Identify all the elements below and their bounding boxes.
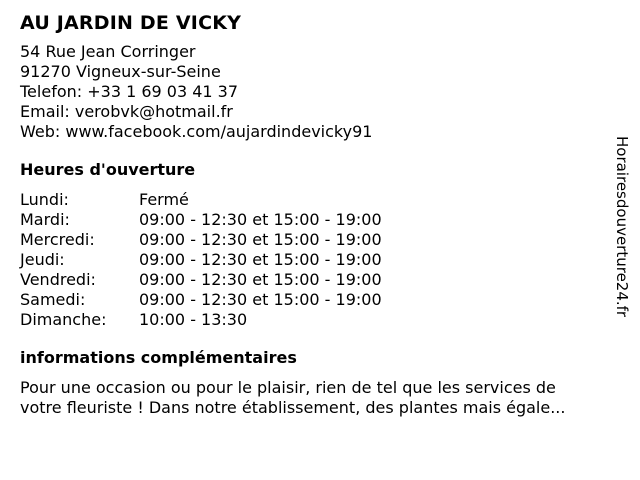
day-hours: 09:00 - 12:30 et 15:00 - 19:00: [139, 290, 382, 309]
day-hours: 10:00 - 13:30: [139, 310, 248, 329]
business-name: AU JARDIN DE VICKY: [20, 12, 242, 34]
hours-row-tuesday: [20, 210, 610, 230]
hours-heading: Heures d'ouverture: [20, 160, 196, 179]
contact-block: [20, 42, 610, 142]
hours-row-friday: [20, 270, 610, 290]
extra-info-line: Pour une occasion ou pour le plaisir, rien de tel que les services de: [20, 378, 556, 397]
day-hours: 09:00 - 12:30 et 15:00 - 19:00: [139, 230, 382, 249]
hours-table: [20, 190, 610, 330]
day-label: Vendredi:: [20, 270, 96, 289]
business-card: [20, 10, 610, 418]
hours-row-monday: [20, 190, 610, 210]
address-city: 91270 Vigneux-sur-Seine: [20, 62, 221, 81]
day-label: Samedi:: [20, 290, 86, 309]
day-hours: 09:00 - 12:30 et 15:00 - 19:00: [139, 250, 382, 269]
day-label: Mercredi:: [20, 230, 95, 249]
extra-info-heading: informations complémentaires: [20, 348, 297, 367]
day-hours: 09:00 - 12:30 et 15:00 - 19:00: [139, 270, 382, 289]
address-street: 54 Rue Jean Corringer: [20, 42, 196, 61]
extra-info-line: votre fleuriste ! Dans notre établissement, des plantes mais égale...: [20, 398, 566, 417]
phone-number: Telefon: +33 1 69 03 41 37: [20, 82, 239, 101]
extra-info-text: [20, 378, 610, 418]
day-label: Mardi:: [20, 210, 70, 229]
day-label: Jeudi:: [20, 250, 65, 269]
site-watermark: Horairesdouverture24.fr: [613, 136, 631, 318]
day-label: Dimanche:: [20, 310, 107, 329]
day-hours: 09:00 - 12:30 et 15:00 - 19:00: [139, 210, 382, 229]
hours-row-thursday: [20, 250, 610, 270]
day-label: Lundi:: [20, 190, 69, 209]
email-address: Email: verobvk@hotmail.fr: [20, 102, 233, 121]
day-hours: Fermé: [139, 190, 189, 209]
hours-row-sunday: [20, 310, 610, 330]
hours-row-wednesday: [20, 230, 610, 250]
website-address: Web: www.facebook.com/aujardindevicky91: [20, 122, 373, 141]
hours-row-saturday: [20, 290, 610, 310]
